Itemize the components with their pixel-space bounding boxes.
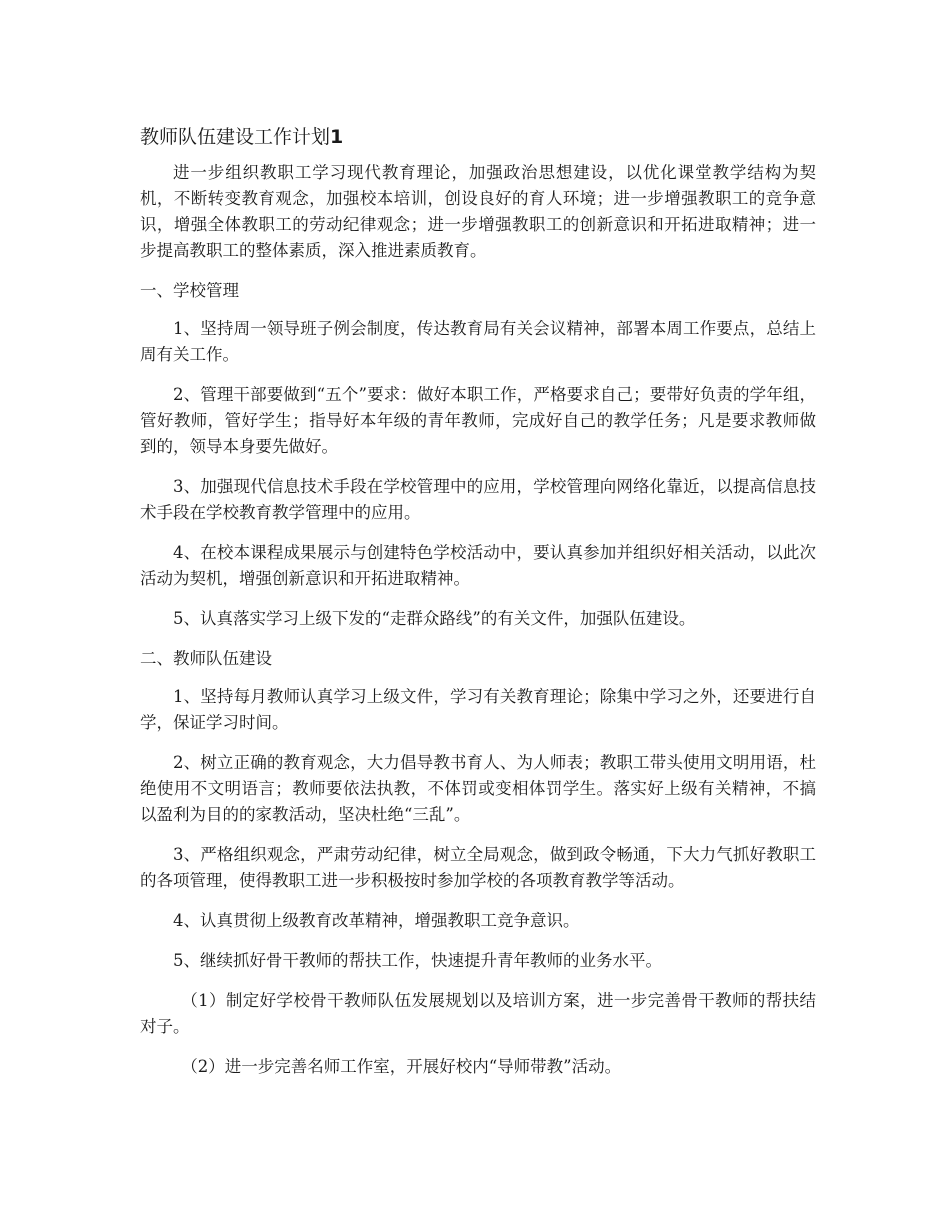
list-item: 4、认真贯彻上级教育改革精神，增强教职工竞争意识。	[173, 911, 580, 930]
section-heading: 一、学校管理	[140, 281, 239, 300]
intro-paragraph: 进一步组织教职工学习现代教育理论，加强政治思想建设，以优化课堂教学结构为契机，不断转变教育观念，加强校本培训，创设良好的育人环境；进一步增强教职工的竞争意识，增强全体教职工的劳动纪律观念；进一步增强教职工的创新意识和开拓进取精神；进一步提高教职工的整体素质，深入推进素质教育。	[140, 163, 816, 260]
list-item: 1、坚持每月教师认真学习上级文件，学习有关教育理论；除集中学习之外，还要进行自学，保证学习时间。	[140, 687, 816, 732]
list-item: 3、加强现代信息技术手段在学校管理中的应用，学校管理向网络化靠近，以提高信息技术手段在学校教育教学管理中的应用。	[140, 477, 816, 522]
title-number: 1	[330, 126, 344, 148]
sub-list-item: （1）制定好学校骨干教师队伍发展规划以及培训方案，进一步完善骨干教师的帮扶结对子。	[140, 991, 816, 1036]
sub-list-item: （2）进一步完善名师工作室，开展好校内“导师带教”活动。	[181, 1057, 622, 1076]
list-item: 1、坚持周一领导班子例会制度，传达教育局有关会议精神，部署本周工作要点，总结上周有关工作。	[140, 319, 816, 364]
list-item: 4、在校本课程成果展示与创建特色学校活动中，要认真参加并组织好相关活动，以此次活动为契机，增强创新意识和开拓进取精神。	[140, 543, 816, 588]
title-text: 教师队伍建设工作计划	[140, 126, 331, 148]
document-title	[140, 122, 816, 152]
list-item: 5、认真落实学习上级下发的“走群众路线”的有关文件，加强队伍建设。	[173, 609, 696, 628]
document-page	[140, 122, 816, 1094]
list-item: 2、树立正确的教育观念，大力倡导教书育人、为人师表；教职工带头使用文明用语，杜绝使用不文明语言；教师要依法执教，不体罚或变相体罚学生。落实好上级有关精神，不搞以盈利为目的的家教活动，坚决杜绝“三乱”。	[140, 753, 816, 824]
section-heading: 二、教师队伍建设	[140, 649, 272, 668]
list-item: 2、管理干部要做到“五个”要求：做好本职工作，严格要求自己；要带好负责的学年组，管好教师，管好学生；指导好本年级的青年教师，完成好自己的教学任务；凡是要求教师做到的，领导本身要先做好。	[140, 385, 816, 456]
list-item: 3、严格组织观念，严肃劳动纪律，树立全局观念，做到政令畅通，下大力气抓好教职工的各项管理，使得教职工进一步积极按时参加学校的各项教育教学等活动。	[140, 845, 816, 890]
list-item: 5、继续抓好骨干教师的帮扶工作，快速提升青年教师的业务水平。	[173, 951, 662, 970]
